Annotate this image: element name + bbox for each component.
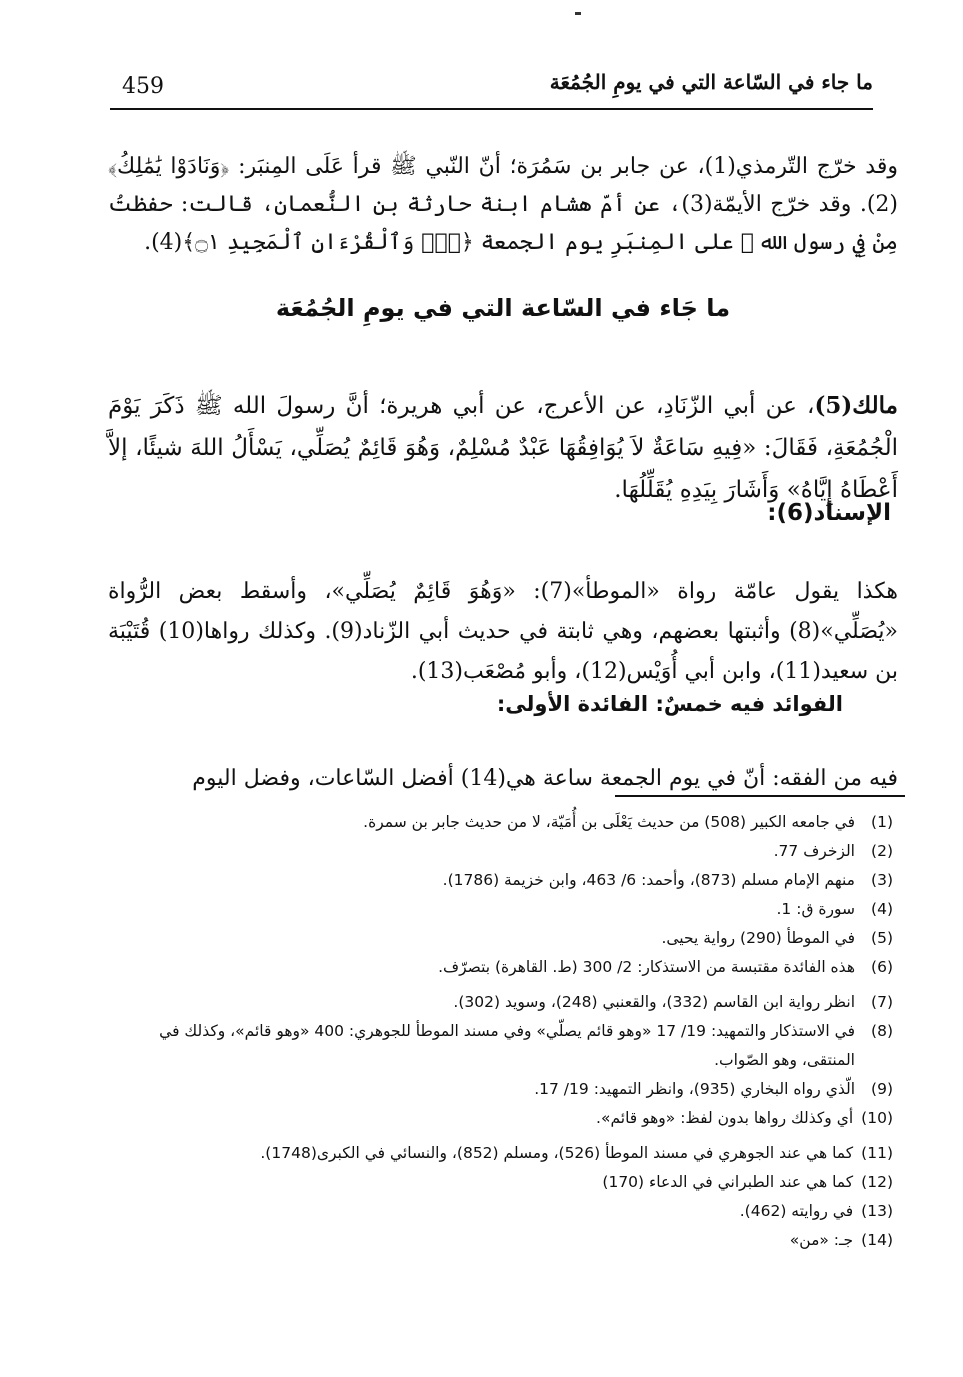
footnote-number: (1) (871, 813, 893, 831)
hadith-text: ، عن أبي الزّنَادِ، عن الأعرج، عن أبي هريرة؛ أنَّ رسولَ الله ﷺ ذَكَرَ يَوْمَ الْجُمُعَةِ، فَقَالَ: «فِيهِ سَاعَةٌ لاَ يُوَافِقُهَا عَبْدٌ مُسْلِمٌ، وَهُوَ قَائِمٌ يُصَلِّي، يَسْأَلُ اللهَ شيئًا، إلاَّ أَعْطَاهُ إِيَّاهُ» وَأَشَارَ بِيَدِهِ يُقَلِّلُهَا. (108, 393, 898, 503)
hadith-narrator: مالك(5) (814, 392, 898, 419)
footnote-item (150, 1226, 893, 1255)
footnote-number: (9) (871, 1080, 893, 1098)
footnote-item (150, 866, 893, 895)
footnote-number: (2) (871, 842, 893, 860)
print-mark (575, 12, 581, 15)
running-title: ما جاء في السّاعة التي في يومِ الجُمُعَة (549, 70, 873, 94)
footnote-item (150, 988, 893, 1017)
hadith-paragraph (108, 385, 898, 511)
footnote-number: (5) (871, 929, 893, 947)
footnote-item (150, 1104, 893, 1133)
footnote-number: (13) (861, 1202, 893, 1220)
footnote-text: انظر رواية ابن القاسم (332)، والقعنبي (248)، وسويد (302). (453, 993, 855, 1011)
footnote-item (150, 1139, 893, 1168)
footnote-text: منهم الإمام مسلم (873)، وأحمد: 6/ 463، وابن خزيمة (1786). (442, 871, 855, 889)
intro-paragraph: وقد خرّج التّرمذي(1)، عن جابر بن سَمُرَة؛ أنّ النّبي ﷺ قرأ عَلَى المِنبَر: ﴿وَنَادَوْا يَٰمَٰلِكُ﴾(2). وقد خرّج الأيمّة(3)، عن أمّ هشام ابنة حارثة بن النُّعمان، قالت: حفظتُ مِنْ فِي رسول الله ﷺ على المِنبَرِ يوم الجمعة ﴿قٓۚ وَٱلْقُرْءَانِ ٱلْمَجِيدِ ۝١﴾(4). (108, 154, 898, 255)
footnote-item (150, 1075, 893, 1104)
isnad-heading: الإسناد(6): (767, 500, 891, 526)
footnote-text: الزخرف 77. (773, 842, 855, 860)
fiqh-paragraph: فيه من الفقه: أنّ في يوم الجمعة ساعة هي(14) أفضل السّاعات، وفضل اليوم (192, 766, 898, 791)
footnote-text: في الاستذكار والتمهيد: 19/ 17 «وهو قائم يصلّي» وفي مسند الموطأ للجوهري: 400 «وهو قائم»، وكذلك في المنتقى، وهو الصّواب. (159, 1022, 855, 1069)
footnote-number: (11) (861, 1144, 893, 1162)
footnote-text: كما هي عند الطبراني في الدعاء (170) (602, 1173, 854, 1191)
footnote-item (150, 1197, 893, 1226)
footnote-number: (3) (871, 871, 893, 889)
footnote-item (150, 895, 893, 924)
fawaid-heading: الفوائد فيه خمسٌ: الفائدة الأولى: (496, 692, 843, 716)
footnote-text: في روايته (462). (739, 1202, 854, 1220)
footnote-item (150, 837, 893, 866)
page-number: 459 (122, 74, 164, 99)
footnote-number: (14) (861, 1231, 893, 1249)
isnad-paragraph: هكذا يقول عامّة رواة «الموطأ»(7): «وَهُوَ قَائِمٌ يُصَلِّي»، وأسقط بعض الرُّواة «يُصَلِّي»(8) وأثبتها بعضهم، وهي ثابتة في حديث أبي الزّناد(9). وكذلك رواها(10) قُتَيْبَة بن سعيد(11)، وابن أبي أُوَيْس(12)، وأبو مُصْعَب(13). (108, 579, 898, 684)
footnote-item (150, 808, 893, 837)
footnote-text: أي وكذلك رواها بدون لفظ: «وهو قائم». (596, 1109, 854, 1127)
footnote-text: كما هي عند الجوهري في مسند الموطأ (526)، ومسلم (852)، والنسائي في الكبرى(1748). (260, 1144, 854, 1162)
footnote-item (150, 924, 893, 953)
footnote-number: (4) (871, 900, 893, 918)
footnote-separator (615, 795, 905, 797)
footnote-number: (8) (871, 1022, 893, 1040)
page-header (110, 62, 873, 110)
footnote-text: الّذي رواه البخاري (935)، وانظر التمهيد: 19/ 17. (534, 1080, 855, 1098)
footnote-text: في الموطأ (290) رواية يحيى. (661, 929, 855, 947)
footnote-text: جـ: «من» (789, 1231, 854, 1249)
footnote-number: (6) (871, 958, 893, 976)
footnotes-list (150, 808, 893, 1255)
footnote-item (150, 953, 893, 982)
footnote-number: (10) (861, 1109, 893, 1127)
footnote-number: (7) (871, 993, 893, 1011)
section-title: ما جَاء في السّاعة التي في يومِ الجُمُعَة (275, 294, 731, 322)
footnote-text: سورة ق: 1. (776, 900, 855, 918)
footnote-text: هذه الفائدة مقتبسة من الاستذكار: 2/ 300 (ط. القاهرة) بتصرّف. (438, 958, 855, 976)
footnote-item (150, 1168, 893, 1197)
footnote-text: في جامعه الكبير (508) من حديث يَعْلَى بن أُمَيّة، لا من حديث جابر بن سمرة. (363, 813, 855, 831)
footnote-number: (12) (861, 1173, 893, 1191)
footnote-item (150, 1017, 893, 1075)
